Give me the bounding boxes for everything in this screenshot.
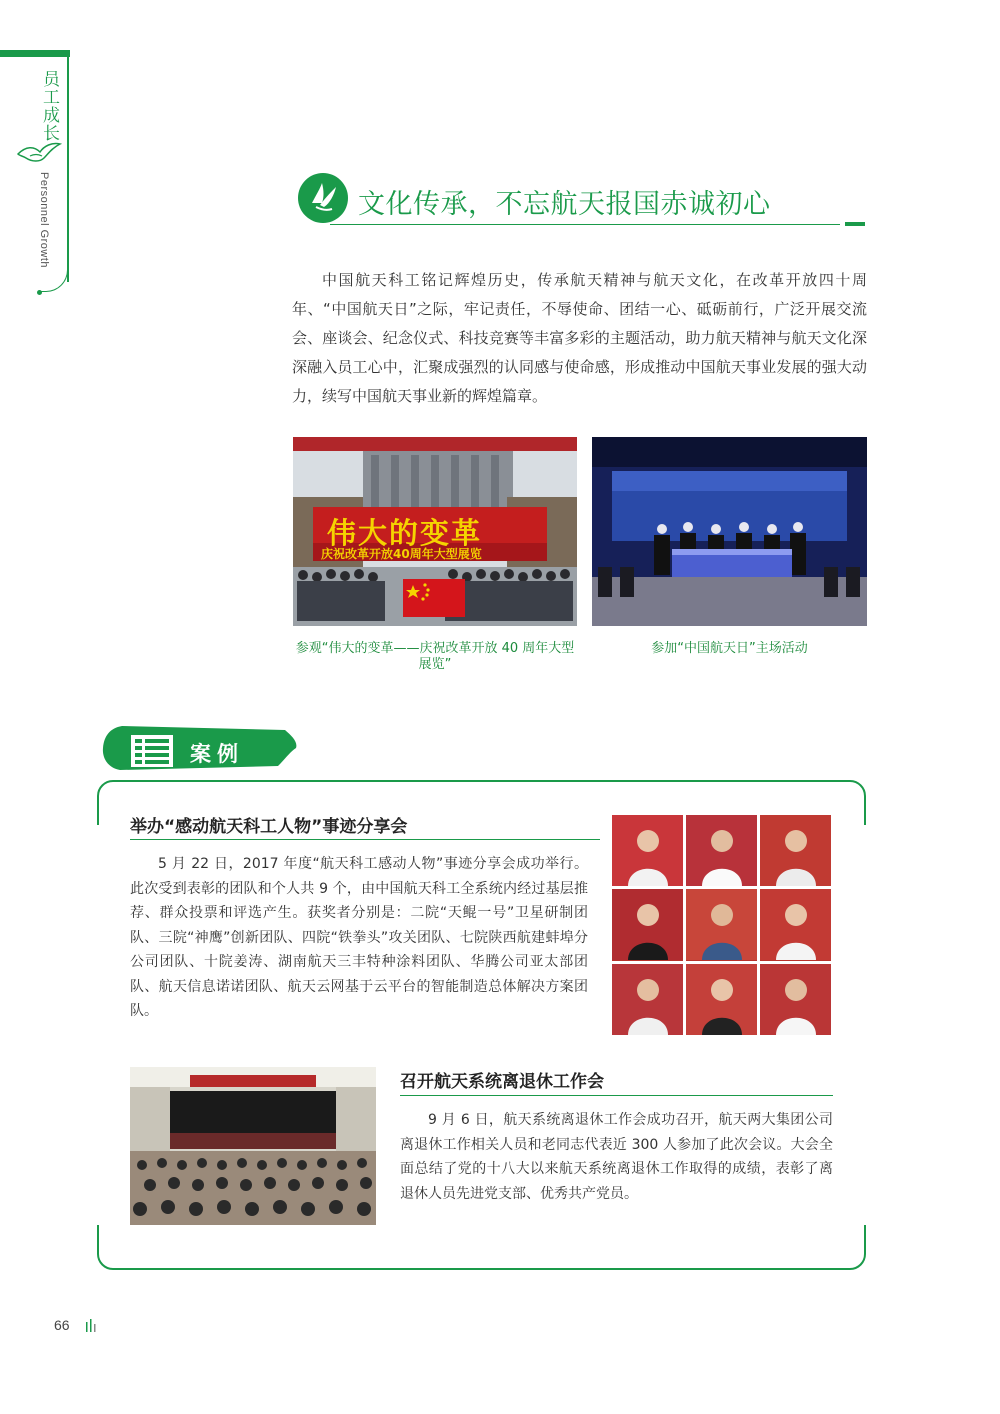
intro-paragraph: 中国航天科工铭记辉煌历史，传承航天精神与航天文化，在改革开放四十周年、“中国航天日”之际，牢记责任，不辱使命、团结一心、砥砺前行，广泛开展交流会、座谈会、纪念仪式、科技竞赛等丰富多彩的主题活动，助力航天精神与航天文化深深融入员工心中，汇聚成强烈的认同感与使命感，形成推动中国航天事业发展的强大动力，续写中国航天事业新的辉煌篇章。 bbox=[292, 271, 867, 405]
case-box-gap-left bbox=[90, 825, 106, 1225]
winner-photo bbox=[760, 815, 831, 886]
dove-icon bbox=[16, 140, 62, 166]
case2-body: 9 月 6 日，航天系统离退休工作会成功召开，航天两大集团公司离退休工作相关人员和老同志代表近 300 人参加了此次会议。大会全面总结了党的十八大以来航天系统离退休工作取得的成绩，表彰了离退休人员先进党支部、优秀共产党员。 bbox=[400, 1112, 833, 1202]
photo-exhibition bbox=[293, 437, 577, 626]
winner-photo bbox=[686, 889, 757, 960]
photo-caption-space-day: 参加“中国航天日”主场活动 bbox=[651, 641, 808, 656]
side-tab-dot bbox=[37, 290, 42, 295]
exhibition-banner-text: 伟大的变革 bbox=[327, 516, 483, 550]
case1-rule bbox=[130, 839, 600, 840]
side-tab-bar bbox=[0, 50, 70, 57]
section-title-rule-end bbox=[845, 222, 865, 226]
winner-photo bbox=[612, 964, 683, 1035]
award-winners-photo-grid bbox=[612, 815, 831, 1035]
side-tab-subtitle: Personnel Growth bbox=[38, 172, 50, 269]
case1-title: 举办“感动航天科工人物”事迹分享会 bbox=[130, 817, 408, 837]
case2-title: 召开航天系统离退休工作会 bbox=[400, 1072, 604, 1092]
photo-retirement-meeting bbox=[130, 1067, 376, 1225]
side-tab-title: 员工成长 bbox=[39, 70, 59, 142]
winner-photo bbox=[686, 964, 757, 1035]
section-title-rule bbox=[330, 224, 840, 225]
section-title: 文化传承，不忘航天报国赤诚初心 bbox=[358, 189, 771, 220]
page-number-bars bbox=[85, 1318, 97, 1334]
section-title-badge bbox=[298, 173, 348, 223]
page-number: 66 bbox=[54, 1317, 70, 1333]
photo-space-day bbox=[592, 437, 867, 626]
case2-rule bbox=[400, 1095, 833, 1096]
winner-photo bbox=[760, 889, 831, 960]
winner-photo bbox=[686, 815, 757, 886]
case-box-gap-right bbox=[858, 825, 874, 1225]
exhibition-subbanner-text: 庆祝改革开放40周年大型展览 bbox=[321, 547, 482, 561]
winner-photo bbox=[612, 815, 683, 886]
case1-body: 5 月 22 日，2017 年度“航天科工感动人物”事迹分享会成功举行。此次受到表彰的团队和个人共 9 个，由中国航天科工全系统内经过基层推荐、群众投票和评选产生。获奖者分别是：二院“天鲲一号”卫星研制团队、三院“神鹰”创新团队、四院“铁拳头”攻关团队、七院陕西航建蚌埠分公司团队、十院姜涛、湖南航天三丰特种涂料团队、华腾公司亚太部团队、航天信息诺诺团队、航天云网基于云平台的智能制造总体解决方案团队。 bbox=[130, 856, 588, 1019]
case-banner-label: 案例 bbox=[190, 742, 244, 766]
dove-icon bbox=[298, 173, 348, 223]
winner-photo bbox=[760, 964, 831, 1035]
winner-photo bbox=[612, 889, 683, 960]
side-tab-curve bbox=[40, 270, 68, 292]
side-tab-line bbox=[67, 57, 69, 282]
photo-caption-exhibition: 参观“伟大的变革——庆祝改革开放 40 周年大型展览” bbox=[295, 641, 575, 672]
